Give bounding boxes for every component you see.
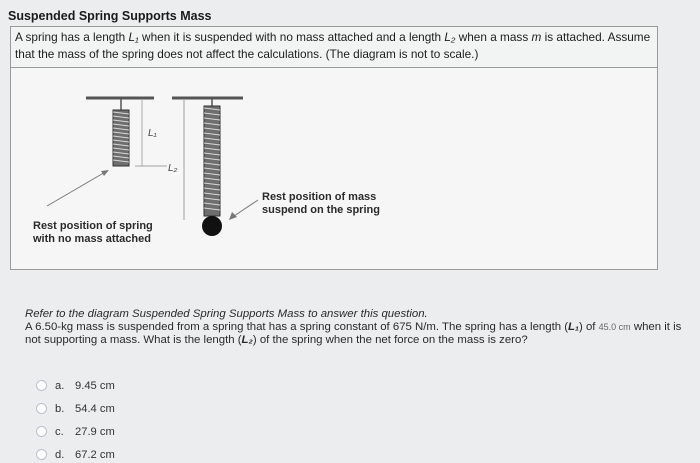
rest-mass-label — [262, 191, 380, 217]
option-c-letter: c. — [55, 425, 64, 438]
left-spring-coil — [113, 110, 129, 166]
intro-part3: when a mass — [458, 30, 529, 44]
question-sym-l2: L₂ — [241, 334, 253, 346]
intro-part2: when it is suspended with no mass attached and a length — [142, 30, 442, 44]
radio-button-d[interactable] — [36, 449, 47, 460]
option-a-text: 9.45 cm — [75, 379, 115, 392]
rest-spring-label-line1: Rest position of spring — [33, 220, 153, 232]
question-title: Suspended Spring Supports Mass — [8, 9, 212, 23]
question-sym-l1: L₁ — [568, 321, 580, 333]
radio-button-a[interactable] — [36, 380, 47, 391]
radio-button-b[interactable] — [36, 403, 47, 414]
option-b[interactable] — [36, 397, 115, 420]
option-d-text: 67.2 cm — [75, 448, 115, 461]
option-a-letter: a. — [55, 379, 65, 392]
rest-mass-label-line1: Rest position of mass — [262, 191, 377, 203]
answer-options — [36, 374, 115, 463]
spring-diagram — [10, 68, 658, 270]
question-part4: ) of the spring when the net force on the mass is zero? — [252, 334, 528, 346]
intro-sym-l1: L₁ — [128, 30, 139, 44]
question-value-l1: 45.0 cm — [598, 322, 631, 332]
hanging-mass — [202, 216, 222, 236]
intro-part1: A spring has a length — [15, 30, 126, 44]
question-part1: A 6.50-kg mass is suspended from a spring that has a spring constant of 675 N/m. The spring has a length ( — [25, 321, 569, 333]
option-d[interactable] — [36, 443, 115, 463]
option-c-text: 27.9 cm — [75, 425, 115, 438]
rest-spring-arrow — [47, 171, 107, 206]
rest-spring-label-line2: with no mass attached — [33, 233, 151, 245]
question-reference: Refer to the diagram Suspended Spring Supports Mass to answer this question. — [25, 308, 428, 320]
intro-text — [10, 26, 658, 68]
question-part3: when it is not supporting a mass. What is the length ( — [25, 321, 682, 346]
l2-label: L₂ — [168, 163, 178, 174]
question-text — [25, 308, 685, 347]
intro-sym-l2: L₂ — [444, 30, 456, 44]
radio-button-c[interactable] — [36, 426, 47, 437]
option-b-text: 54.4 cm — [75, 402, 115, 415]
intro-part4: is attached. Assume that the mass of the spring does not affect the calculations. (The diagram is not to scale.) — [15, 30, 651, 61]
option-a[interactable] — [36, 374, 115, 397]
option-c[interactable] — [36, 420, 115, 443]
right-spring-coil — [204, 106, 220, 216]
option-d-letter: d. — [55, 448, 65, 461]
intro-sym-m: m — [531, 30, 542, 44]
rest-spring-label — [33, 220, 153, 246]
option-b-letter: b. — [55, 402, 65, 415]
l1-label: L₁ — [148, 128, 157, 139]
rest-mass-label-line2: suspend on the spring — [262, 204, 380, 216]
question-part2: ) of — [579, 321, 596, 333]
